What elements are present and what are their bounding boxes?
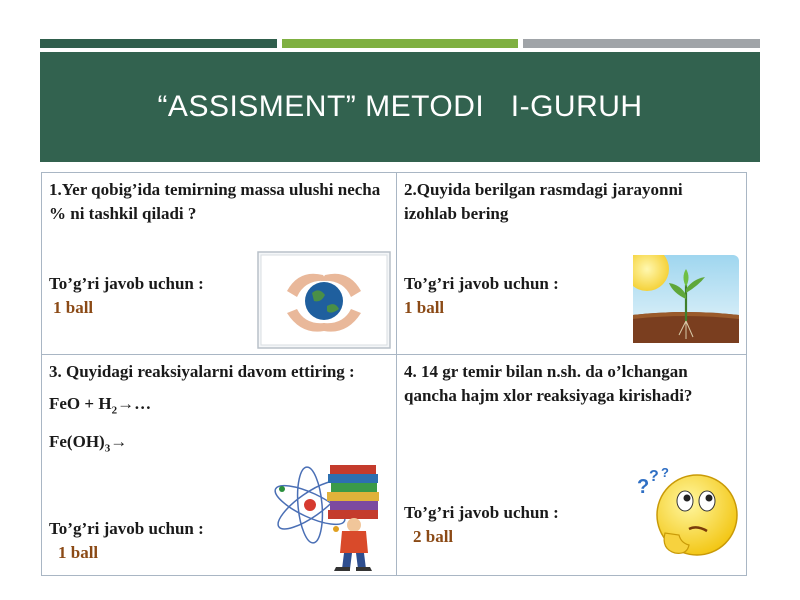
points-value: 1 ball bbox=[53, 298, 94, 317]
reaction-equation-1: FeO + $H_2\to\dots$ bbox=[49, 394, 152, 417]
question-text: 2.Quyida berilgan rasmdagi jarayonni izohlab bering bbox=[404, 180, 683, 223]
question-text: 3. Quyidagi reaksiyalarni davom ettiring : bbox=[49, 362, 355, 381]
question-text: 4. 14 gr temir bilan n.sh. da o’lchangan qancha hajm xlor reaksiyaga kirishadi? bbox=[404, 362, 693, 405]
accent-bar-green bbox=[282, 39, 518, 48]
answer-label: To’g’ri javob uchun : bbox=[49, 274, 204, 293]
scientist-books-atom-icon bbox=[270, 455, 394, 573]
plant-sprout-icon bbox=[633, 255, 739, 343]
title-banner bbox=[40, 52, 760, 162]
points-value: 2 ball bbox=[413, 527, 454, 546]
reaction-equation-2: $Fe(OH)_3\to$ bbox=[49, 432, 128, 455]
svg-text:?: ? bbox=[661, 465, 669, 480]
svg-text:?: ? bbox=[637, 476, 650, 498]
question-cell-3 bbox=[42, 355, 397, 575]
slide-title: “ASSISMENT” METODI I-GURUH bbox=[157, 90, 643, 123]
thinking-smiley-icon bbox=[631, 463, 739, 563]
question-grid bbox=[41, 172, 747, 576]
question-text: 1.Yer qobig’ida temirning massa ulushi necha % ni tashkil qiladi ? bbox=[49, 180, 381, 223]
answer-label: To’g’ri javob uchun : bbox=[404, 503, 559, 522]
question-cell-1 bbox=[42, 173, 397, 355]
accent-bar-dark bbox=[40, 39, 277, 48]
points-value: 1 ball bbox=[404, 298, 445, 317]
answer-label: To’g’ri javob uchun : bbox=[404, 274, 559, 293]
question-cell-4 bbox=[397, 355, 746, 575]
answer-label: To’g’ri javob uchun : bbox=[49, 519, 204, 538]
question-cell-2 bbox=[397, 173, 746, 355]
earth-in-hands-icon bbox=[257, 251, 391, 349]
points-value: 1 ball bbox=[58, 543, 99, 562]
svg-text:?: ? bbox=[649, 468, 659, 485]
accent-bar-gray bbox=[523, 39, 760, 48]
